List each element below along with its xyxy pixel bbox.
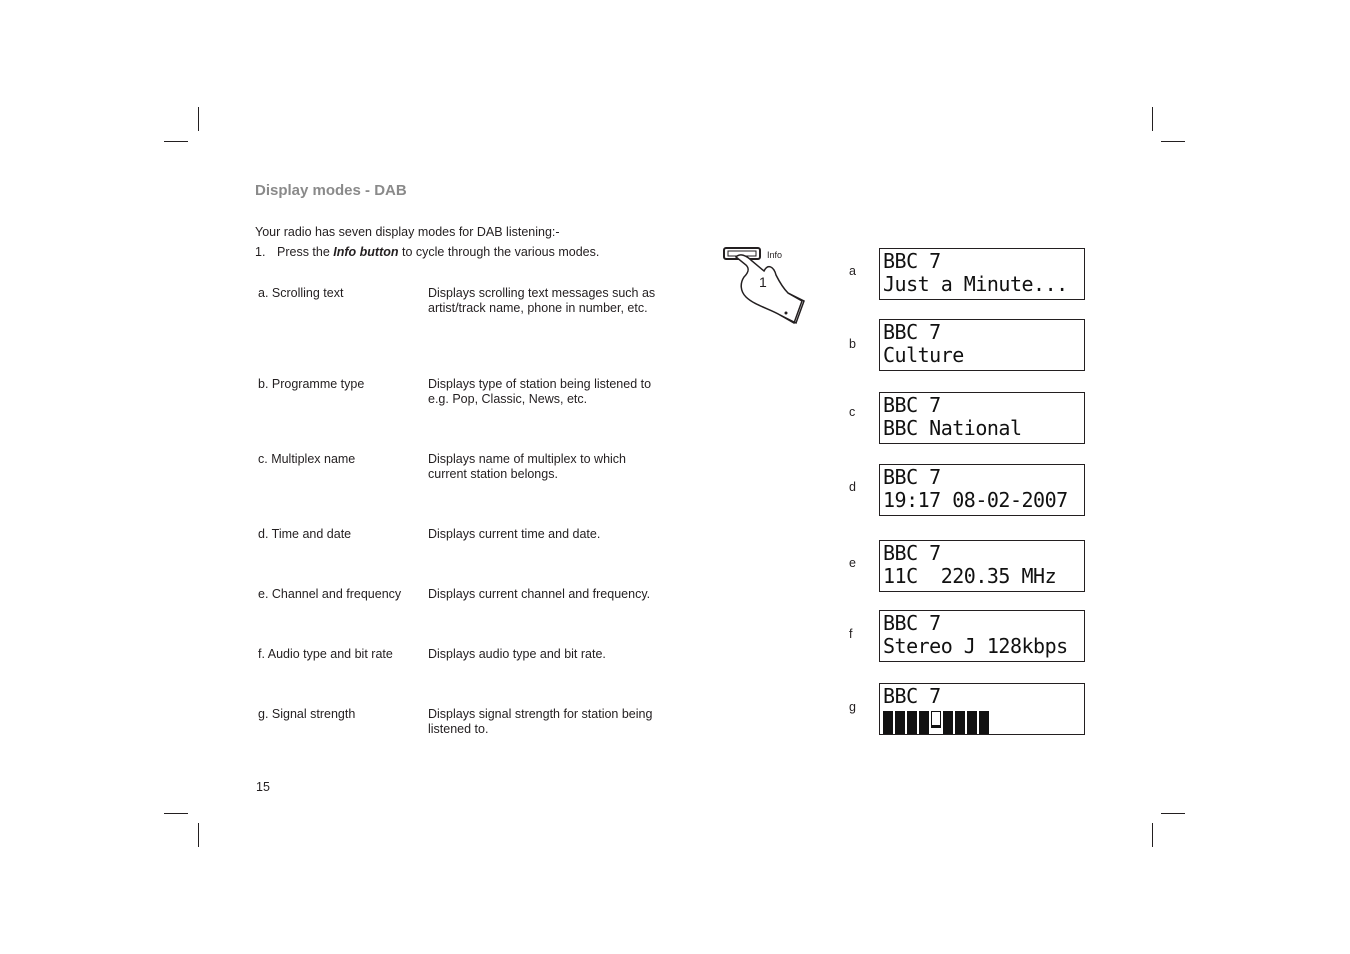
crop-mark xyxy=(1152,107,1153,131)
lcd-line-2: 11C 220.35 MHz xyxy=(883,564,1057,588)
mode-desc-multiplex-name: Displays name of multiplex to which current station belongs. xyxy=(428,452,626,481)
step-text-after: to cycle through the various modes. xyxy=(398,245,600,259)
lcd-display-time-date xyxy=(879,464,1085,516)
info-button-name: Info button xyxy=(333,245,399,259)
mode-desc-programme-type: Displays type of station being listened to e.g. Pop, Classic, News, etc. xyxy=(428,377,652,406)
info-button-label: Info xyxy=(767,250,783,260)
page-title: Display modes - DAB xyxy=(255,182,407,199)
lcd-line-2: BBC National xyxy=(883,416,1022,440)
crop-mark xyxy=(198,823,199,847)
signal-bar xyxy=(967,711,977,735)
signal-bar xyxy=(919,711,929,735)
display-letter-c: c xyxy=(849,405,856,419)
lcd-line-1: BBC 7 xyxy=(883,684,941,708)
crop-mark xyxy=(198,107,199,131)
step-number: 1. xyxy=(255,245,266,259)
signal-strength-bars xyxy=(883,711,1084,734)
crop-mark xyxy=(1152,823,1153,847)
lcd-display-programme-type xyxy=(879,319,1085,371)
instruction-step xyxy=(255,245,599,259)
display-letter-d: d xyxy=(849,480,856,494)
lcd-display-audio-bitrate xyxy=(879,610,1085,662)
crop-mark xyxy=(1161,813,1185,814)
signal-bar xyxy=(979,711,989,735)
mode-label-signal-strength: g. Signal strength xyxy=(258,707,356,721)
mode-label-audio-bitrate: f. Audio type and bit rate xyxy=(258,647,393,661)
signal-bar xyxy=(883,711,893,735)
display-letter-f: f xyxy=(849,627,853,641)
lcd-line-1: BBC 7 xyxy=(883,320,941,344)
display-letter-e: e xyxy=(849,556,856,570)
lcd-display-multiplex-name xyxy=(879,392,1085,444)
mode-label-channel-frequency: e. Channel and frequency xyxy=(258,587,402,601)
lcd-line-2: 19:17 08-02-2007 xyxy=(883,488,1068,512)
lcd-line-1: BBC 7 xyxy=(883,541,941,565)
lcd-display-scrolling-text xyxy=(879,248,1085,300)
crop-mark xyxy=(1161,141,1185,142)
mode-desc-channel-frequency: Displays current channel and frequency. xyxy=(428,587,651,601)
crop-mark xyxy=(164,813,188,814)
lcd-line-2: Culture xyxy=(883,343,964,367)
display-letter-b: b xyxy=(849,337,856,351)
lcd-display-signal-strength xyxy=(879,683,1085,735)
mode-label-scrolling-text: a. Scrolling text xyxy=(258,286,344,300)
mode-label-time-date: d. Time and date xyxy=(258,527,352,541)
step-text-before: Press the xyxy=(277,245,334,259)
signal-bar xyxy=(955,711,965,735)
hand-pressing-info-button-icon xyxy=(722,243,812,327)
illustration-step-number: 1 xyxy=(759,274,767,290)
lcd-line-1: BBC 7 xyxy=(883,465,941,489)
signal-bar xyxy=(943,711,953,735)
mode-desc-audio-bitrate: Displays audio type and bit rate. xyxy=(428,647,606,661)
display-letter-g: g xyxy=(849,700,856,714)
signal-bar xyxy=(895,711,905,735)
lcd-display-channel-frequency xyxy=(879,540,1085,592)
lcd-line-2: Just a Minute... xyxy=(883,272,1068,296)
mode-desc-scrolling-text: Displays scrolling text messages such as artist/track name, phone in number, etc. xyxy=(428,286,656,315)
lcd-line-1: BBC 7 xyxy=(883,393,941,417)
signal-marker-bar xyxy=(931,711,941,726)
lcd-line-1: BBC 7 xyxy=(883,611,941,635)
mode-label-multiplex-name: c. Multiplex name xyxy=(258,452,356,466)
page-number: 15 xyxy=(256,780,270,794)
signal-bar xyxy=(907,711,917,735)
intro-text: Your radio has seven display modes for DAB listening:- xyxy=(255,225,560,239)
lcd-line-2: Stereo J 128kbps xyxy=(883,634,1068,658)
lcd-line-1: BBC 7 xyxy=(883,249,941,273)
display-letter-a: a xyxy=(849,264,856,278)
mode-desc-time-date: Displays current time and date. xyxy=(428,527,601,541)
mode-desc-signal-strength: Displays signal strength for station being listened to. xyxy=(428,707,653,736)
crop-mark xyxy=(164,141,188,142)
mode-label-programme-type: b. Programme type xyxy=(258,377,365,391)
